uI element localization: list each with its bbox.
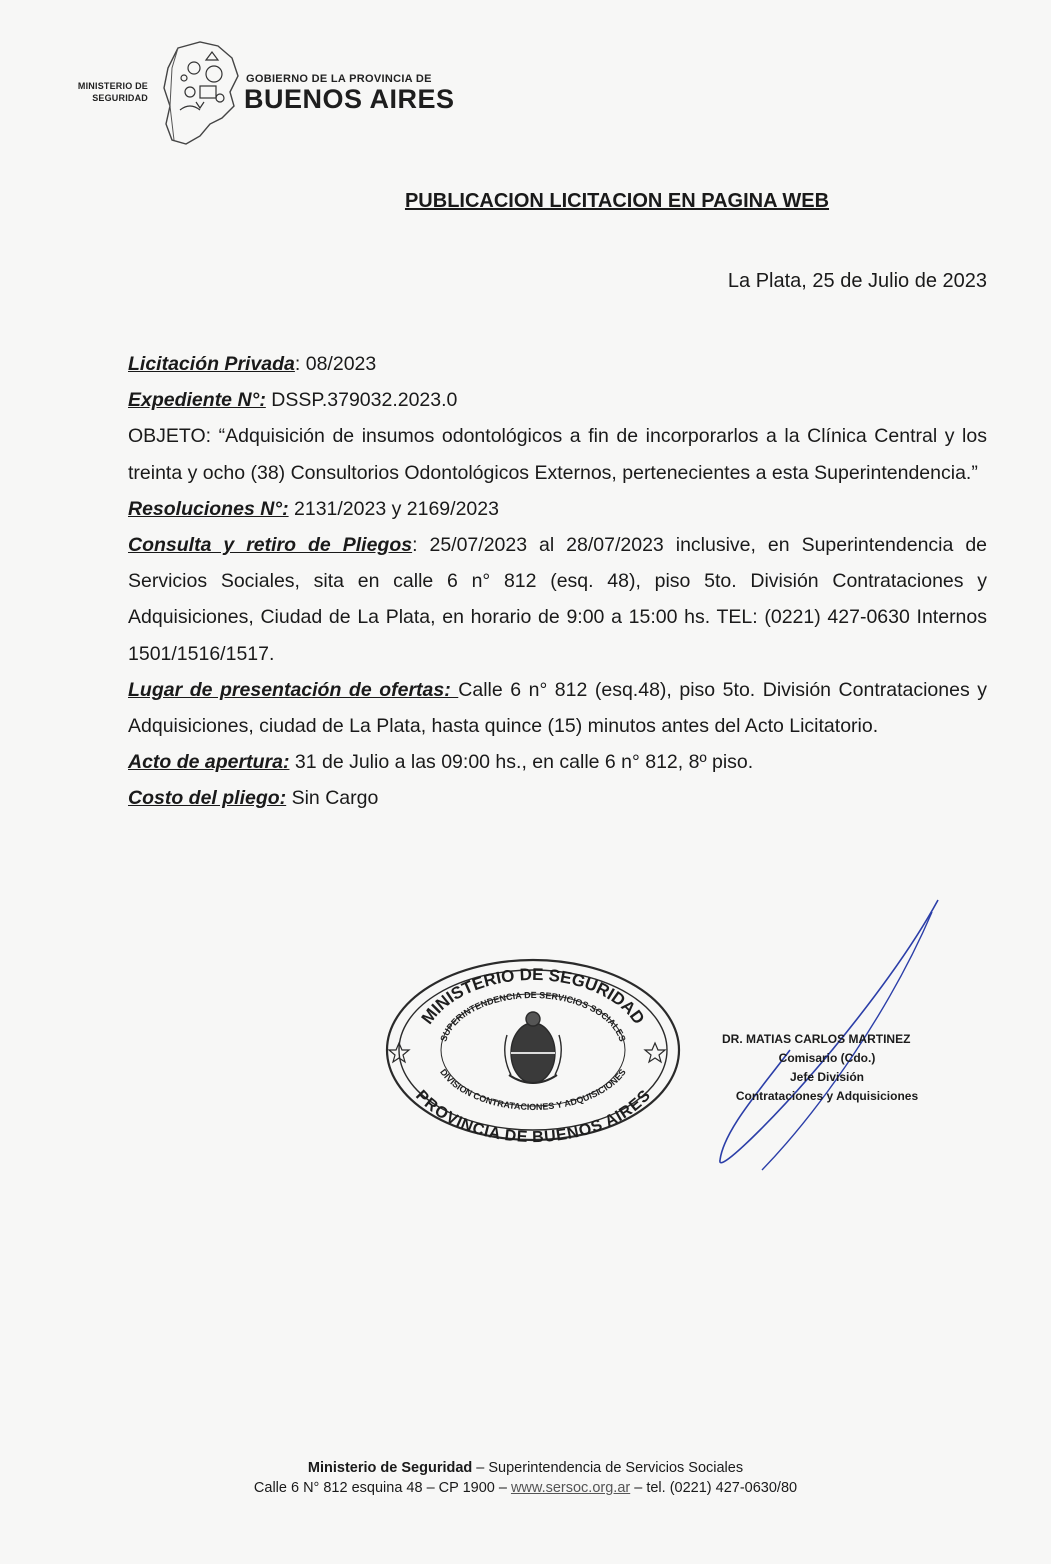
government-subtitle: GOBIERNO DE LA PROVINCIA DE xyxy=(246,73,432,85)
footer-ministry: Ministerio de Seguridad xyxy=(307,1460,473,1476)
footer-website-link[interactable]: www.sersoc.org.ar xyxy=(510,1480,631,1496)
document-date: La Plata, 25 de Julio de 2023 xyxy=(727,270,987,292)
costo-line xyxy=(128,780,987,816)
document-title: PUBLICACION LICITACION EN PAGINA WEB xyxy=(404,190,830,212)
lugar-label: Lugar de presentación de ofertas: xyxy=(128,678,459,701)
document-title-wrap xyxy=(0,190,1051,213)
costo-value: Sin Cargo xyxy=(286,787,379,810)
ministry-line1: MINISTERIO DE xyxy=(77,81,148,91)
licitacion-value: : 08/2023 xyxy=(294,353,377,375)
footer-address: Calle 6 N° 812 esquina 48 – CP 1900 – xyxy=(253,1480,511,1496)
signer-role: Jefe División xyxy=(789,1070,865,1084)
resoluciones-line xyxy=(128,491,987,527)
signer-division: Contrataciones y Adquisiciones xyxy=(735,1089,919,1103)
stamp-outer-bottom-text: PROVINCIA DE BUENOS AIRES xyxy=(412,1087,654,1145)
expediente-line xyxy=(128,382,987,418)
ministry-name xyxy=(60,80,148,104)
footer-line2 xyxy=(0,1478,1051,1498)
document-body xyxy=(128,346,987,817)
argentina-coat-of-arms-icon xyxy=(505,1012,562,1083)
official-stamp xyxy=(383,955,683,1145)
province-map-icon xyxy=(160,40,240,148)
consulta-value: : 25/07/2023 al 28/07/2023 inclusive, en Superintendencia de Servicios Sociales, sita en calle 6 n° 812 (esq. 48), piso 5to. División Contrataciones y Adquisiciones, Ciudad de La Plata, en horario de 9:00 a 15:00 hs. TEL: (0221) 427-0630 Internos 1501/1516/1517. xyxy=(128,534,988,665)
costo-label: Costo del pliego: xyxy=(128,787,287,810)
licitacion-line xyxy=(128,346,987,382)
stamp-outer-top-text: MINISTERIO DE SEGURIDAD xyxy=(417,964,649,1028)
consulta-paragraph xyxy=(128,527,987,672)
lugar-paragraph xyxy=(128,672,987,744)
apertura-label: Acto de apertura: xyxy=(128,751,290,774)
consulta-label: Consulta y retiro de Pliegos xyxy=(128,534,413,557)
apertura-value: 31 de Julio a las 09:00 hs., en calle 6 n° 812, 8º piso. xyxy=(289,751,754,774)
signer-block xyxy=(712,1030,942,1106)
expediente-label: Expediente N°: xyxy=(128,389,266,412)
resoluciones-label: Resoluciones N°: xyxy=(128,497,289,520)
apertura-line xyxy=(128,744,987,780)
expediente-value: DSSP.379032.2023.0 xyxy=(265,389,458,412)
signer-name: DR. MATIAS CARLOS MARTINEZ xyxy=(722,1032,911,1046)
resoluciones-value: 2131/2023 y 2169/2023 xyxy=(288,497,499,520)
ministry-line2: SEGURIDAD xyxy=(92,93,148,103)
svg-text:PROVINCIA DE BUENOS AIRES xyxy=(412,1087,654,1145)
stamp-inner-bottom-text: DIVISION CONTRATACIONES Y ADQUISICIONES xyxy=(438,1067,628,1113)
footer-line1 xyxy=(0,1458,1051,1478)
licitacion-label: Licitación Privada xyxy=(128,353,295,375)
footer-superintendencia: – Superintendencia de Servicios Sociales xyxy=(472,1460,744,1476)
government-title: BUENOS AIRES xyxy=(244,84,455,114)
objeto-paragraph: OBJETO: “Adquisición de insumos odontológicos a fin de incorporarlos a la Clínica Central y los treinta y ocho (38) Consultorios Odontológicos Externos, pertenecientes a esta Superintendencia.” xyxy=(128,425,987,484)
lugar-value: Calle 6 n° 812 (esq.48), piso 5to. División Contrataciones y Adquisiciones, ciudad de La Plata, hasta quince (15) minutos antes del Acto Licitatorio. xyxy=(128,678,987,738)
document-footer xyxy=(0,1458,1051,1498)
stamp-inner-top-text: SUPERINTENDENCIA DE SERVICIOS SOCIALES xyxy=(438,989,628,1043)
signer-rank: Comisario (Cdo.) xyxy=(778,1051,876,1065)
footer-phone: – tel. (0221) 427-0630/80 xyxy=(630,1480,798,1496)
